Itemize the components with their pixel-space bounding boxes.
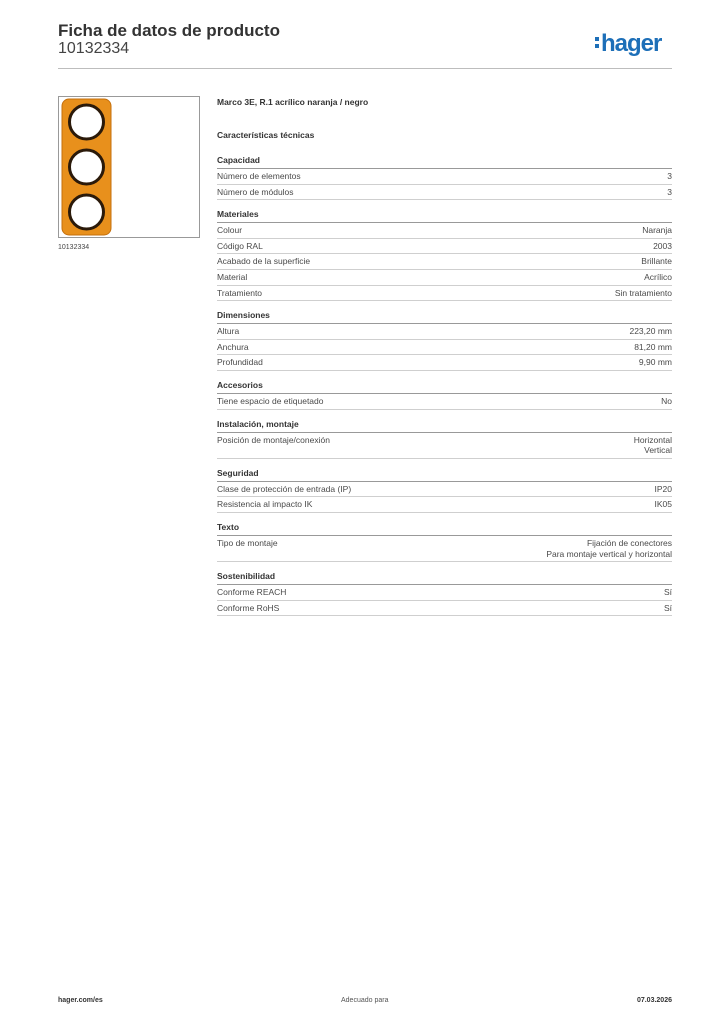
spec-value	[667, 187, 672, 198]
spec-row	[217, 223, 672, 239]
spec-value	[661, 396, 672, 407]
spec-value	[664, 587, 672, 598]
spec-value-line: 3	[667, 171, 672, 181]
spec-row	[217, 497, 672, 513]
spec-value	[615, 288, 672, 299]
spec-value-line: Fijación de conectores	[586, 537, 672, 548]
spec-row	[217, 482, 672, 498]
spec-value	[644, 272, 672, 283]
spec-row	[217, 286, 672, 302]
spec-value	[629, 326, 672, 337]
product-code: 10132334	[58, 40, 130, 57]
spec-value	[655, 499, 673, 510]
group-title: Capacidad	[217, 154, 672, 169]
spec-row	[217, 601, 672, 617]
spec-row	[217, 169, 672, 185]
spec-group	[217, 379, 672, 410]
spec-value	[641, 256, 672, 267]
spec-label: Tratamiento	[217, 287, 263, 298]
spec-value-line: 3	[667, 186, 672, 197]
spec-value-line: Naranja	[642, 225, 672, 236]
spec-label: Material	[217, 271, 248, 282]
spec-value-line: IK05	[654, 499, 672, 510]
spec-value	[642, 225, 672, 236]
page-title: Ficha de datos de producto	[58, 21, 280, 40]
spec-label: Conforme RoHS	[217, 602, 280, 613]
footer-note: Adecuado para	[341, 997, 389, 1004]
spec-row	[217, 355, 672, 371]
spec-label: Colour	[217, 225, 243, 236]
spec-label: Tiene espacio de etiquetado	[217, 395, 324, 406]
spec-label: Conforme REACH	[217, 587, 287, 598]
svg-text:hager: hager	[601, 30, 662, 57]
spec-row	[217, 324, 672, 340]
spec-row	[217, 536, 672, 562]
spec-group	[217, 208, 672, 301]
group-title: Seguridad	[217, 467, 672, 482]
spec-label: Tipo de montaje	[217, 537, 278, 548]
spec-value-line: IP20	[654, 483, 672, 494]
group-title: Dimensiones	[217, 309, 672, 324]
spec-value-line: 223,20 mm	[629, 326, 672, 337]
group-title: Accesorios	[217, 379, 672, 394]
spec-value	[639, 357, 672, 368]
spec-group	[217, 570, 672, 616]
spec-value-line: Sí	[663, 602, 672, 613]
spec-row	[217, 185, 672, 201]
spec-label: Número de elementos	[217, 171, 301, 181]
spec-value-line: Acrílico	[644, 271, 672, 282]
spec-label: Profundidad	[217, 357, 263, 368]
hager-logo	[594, 29, 674, 57]
spec-value	[667, 171, 672, 182]
group-title: Sostenibilidad	[217, 570, 672, 585]
spec-label: Anchura	[217, 341, 249, 352]
spec-value-line: Horizontal	[633, 434, 672, 445]
spec-value	[634, 435, 672, 456]
spec-value	[634, 342, 672, 353]
spec-group	[217, 154, 672, 200]
spec-value	[664, 603, 672, 614]
spec-label: Posición de montaje/conexión	[217, 434, 330, 445]
spec-row	[217, 394, 672, 410]
spec-value-line: Sí	[663, 587, 672, 598]
spec-row	[217, 585, 672, 601]
spec-value-line: 81,20 mm	[634, 341, 672, 352]
header-divider	[58, 68, 672, 69]
spec-value-line: Para montaje vertical y horizontal	[546, 548, 672, 559]
spec-row	[217, 254, 672, 270]
spec-value-line: Sin tratamiento	[614, 287, 672, 298]
spec-value	[653, 241, 672, 252]
product-image	[58, 96, 200, 238]
spec-label: Resistencia al impacto IK	[217, 499, 313, 510]
spec-label: Clase de protección de entrada (IP)	[217, 483, 352, 494]
image-caption: 10132334	[58, 244, 90, 251]
group-title: Instalación, montaje	[217, 418, 672, 433]
spec-group	[217, 467, 672, 513]
spec-value-line: 9,90 mm	[638, 357, 672, 368]
spec-value-line: Vertical	[644, 445, 672, 456]
spec-label: Código RAL	[217, 240, 263, 251]
group-title: Texto	[217, 521, 672, 536]
spec-content	[217, 96, 672, 624]
footer-website: hager.com/es	[58, 997, 103, 1004]
spec-groups	[217, 154, 672, 616]
spec-group	[217, 521, 672, 562]
group-title: Materiales	[217, 208, 672, 223]
section-title: Características técnicas	[217, 130, 315, 140]
spec-group	[217, 418, 672, 459]
product-name: Marco 3E, R.1 acrílico naranja / negro	[217, 97, 369, 107]
spec-row	[217, 433, 672, 459]
spec-group	[217, 309, 672, 371]
spec-row	[217, 270, 672, 286]
spec-label: Acabado de la superficie	[217, 256, 311, 267]
spec-value	[546, 538, 672, 559]
spec-value-line: Brillante	[641, 256, 672, 267]
spec-value-line: No	[661, 395, 672, 406]
frame-illustration	[59, 97, 199, 237]
spec-value-line: 2003	[653, 240, 672, 251]
spec-value	[655, 484, 673, 495]
footer-date: 07.03.2026	[636, 997, 672, 1004]
spec-row	[217, 239, 672, 255]
spec-row	[217, 340, 672, 356]
spec-label: Número de módulos	[217, 186, 294, 197]
spec-label: Altura	[217, 326, 240, 337]
